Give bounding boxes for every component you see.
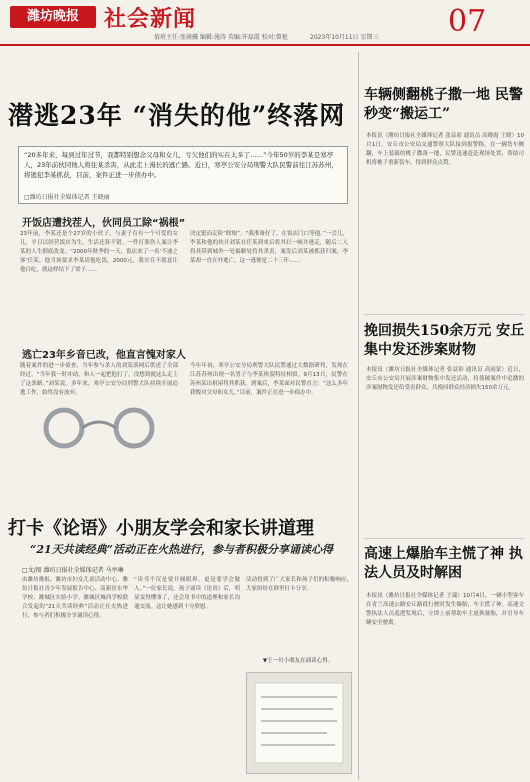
right-headline-2: 挽回损失150余万元 安丘集中发还涉案财物 [364,323,525,358]
section-title: 社会新闻 [104,6,197,32]
right-headline-3: 高速上爆胎车主慌了神 执法人员及时解困 [364,546,523,581]
handcuffs-icon [24,398,174,458]
right-body-3: 本报讯（潍坊日报社全媒体记者 王瑞）10月4日，一辆小型客车在青兰高速公路安丘路段行驶时发生爆胎，车主慌了神。高速交警执法人员巡逻发现后，立即上前帮助车主更换备胎，并引导车辆安全驶离。 [366,593,524,626]
lead-summary: “20多年来，每到过年过节，我都特别想念父母和女儿，亏欠他们的实在太多了……”今年50岁的李某是寒亭人，23年前伙同他人将住某杀害，从此走上漫长的逃亡路。近日，寒亭公安分局刑警大队民警前往江苏苏州，将逃犯李某抓获，目前，案件正进一步侦办中。 [24,151,338,179]
main-byline: □潍坊日报社全媒体记者 王晓丽 [24,194,110,201]
bottom-headline: 打卡《论语》小朋友学会和家长讲道理 [8,518,314,539]
right-body-1: 本报讯（潍坊日报社全媒体记者 张益彩 通讯员 高晓霞 王晓）10月1日，安丘市公安局交通警察大队接到报警称，在一辆货车侧翻，车上装载的桃子撒落一地，民警迅速赶赴现场处置，帮助司机将桃子重新装车，得到群众点赞。 [366,133,524,166]
subhead-1: 开饭店遭找茬人，伙同员工除“祸根” [22,218,186,229]
main-body-col-1: 23年前，李某还是个27岁的小伙子，与妻子育有一个可爱的女儿，平日以经营饭店为生，生活还算不错。一件打架伤人案让李某的人生彻底改变。“2000年秋季的一天，饭店来了一名‘不速之客’任某，他当场要求李某请他吃饭，2000元，我实在不愿意让他白吃，就这样结下了梁子…… [20,231,178,273]
main-body-col-2: 决定铤而走险“除根”。“我准备好了，在饭店门口等他。”一会儿，李某和他的伙计刘某在任某到来后将其打一顿并逃走，随后二人将其带到城外一处偏僻处将其杀害，案发后刘某被抓获归案，李某却一直在外逃亡，这一逃便是二十三年…… [190,231,348,264]
bottom-body-col-3: 活动得到了广大家长和孩子们的积极响应，大家纷纷在群里打卡分享。 [246,577,352,592]
photo-caption: ▼王一川小朋友在诵读心得。 [262,658,334,664]
column-divider [358,52,359,780]
bottom-subheadline: “21天共读经典”活动正在火热进行，参与者积极分享诵读心得 [30,543,333,556]
story-divider [364,314,524,315]
bottom-body-col-2: “读书不仅是要开阔眼界，更是要学会做人。”一位家长说，孩子诵读《论语》后，明显变得懂事了，还会用书中的道理和家长沟通交流。这让她感到十分欣慰。 [134,577,240,610]
right-body-2: 本报讯（潍坊日报社全媒体记者 张益彩 通讯员 高雨蒙）近日，安丘市公安局开展涉案财物集中发还活动，将侦破案件中追缴的涉案财物发还给受害群众，共挽回群众经济损失150余万元。 [366,367,524,391]
main-body-col-3: 随着案件的进一步侦查，当年参与杀人的刘某落网后供述了全部经过。“当年我一时冲动，和人一起把他打了，没想到就这么走上了这条路。”刘某说。多年来，寒亭公安分局刑警大队持续开展追逃工作，始终没有放弃。 [20,363,178,396]
story-divider [364,538,524,539]
handwritten-note-photo [246,672,352,774]
right-headline-1: 车辆侧翻桃子撒一地 民警秒变“搬运工” [364,87,523,122]
newspaper-logo: 潍坊晚报 [10,6,96,28]
dateline: 2023年10月11日 星期三 [310,34,379,41]
subhead-2: 逃亡23年乡音已改，他直言愧对家人 [22,350,186,361]
bottom-byline: □文/图 潍坊日报社全媒体记者 马亭琳 [22,567,124,574]
main-headline: 潜逃23年 “消失的他”终落网 [8,101,346,130]
note-paper-icon [247,673,351,773]
main-body-col-4: 今年年初，寒亭公安分局刑警大队民警通过大数据研判，发现在江苏苏州出现一名男子与李某体貌特征相似。9月13日，民警在苏州某出租屋将其抓获。到案后，李某面对民警直言：“这么多年我愧对父母和女儿。”目前，案件正在进一步侦办中。 [190,363,348,396]
editor-credits: 值班主任:张骏骥 编辑:施涛 英编:许磊霞 校对:曾艳 [154,34,288,41]
page-number: 07 [448,4,487,39]
bottom-body-col-1: 由潍坊晚报、潍坊市妇女儿童活动中心、潍坊日报社青少年发展报告中心、高新区东华学校、潍城区实验小学、潍城区城西学校联合发起的“21天共读经典”活动正在火热进行，参与者们积极分享诵读心得。 [22,577,128,619]
header-rule [0,44,530,46]
